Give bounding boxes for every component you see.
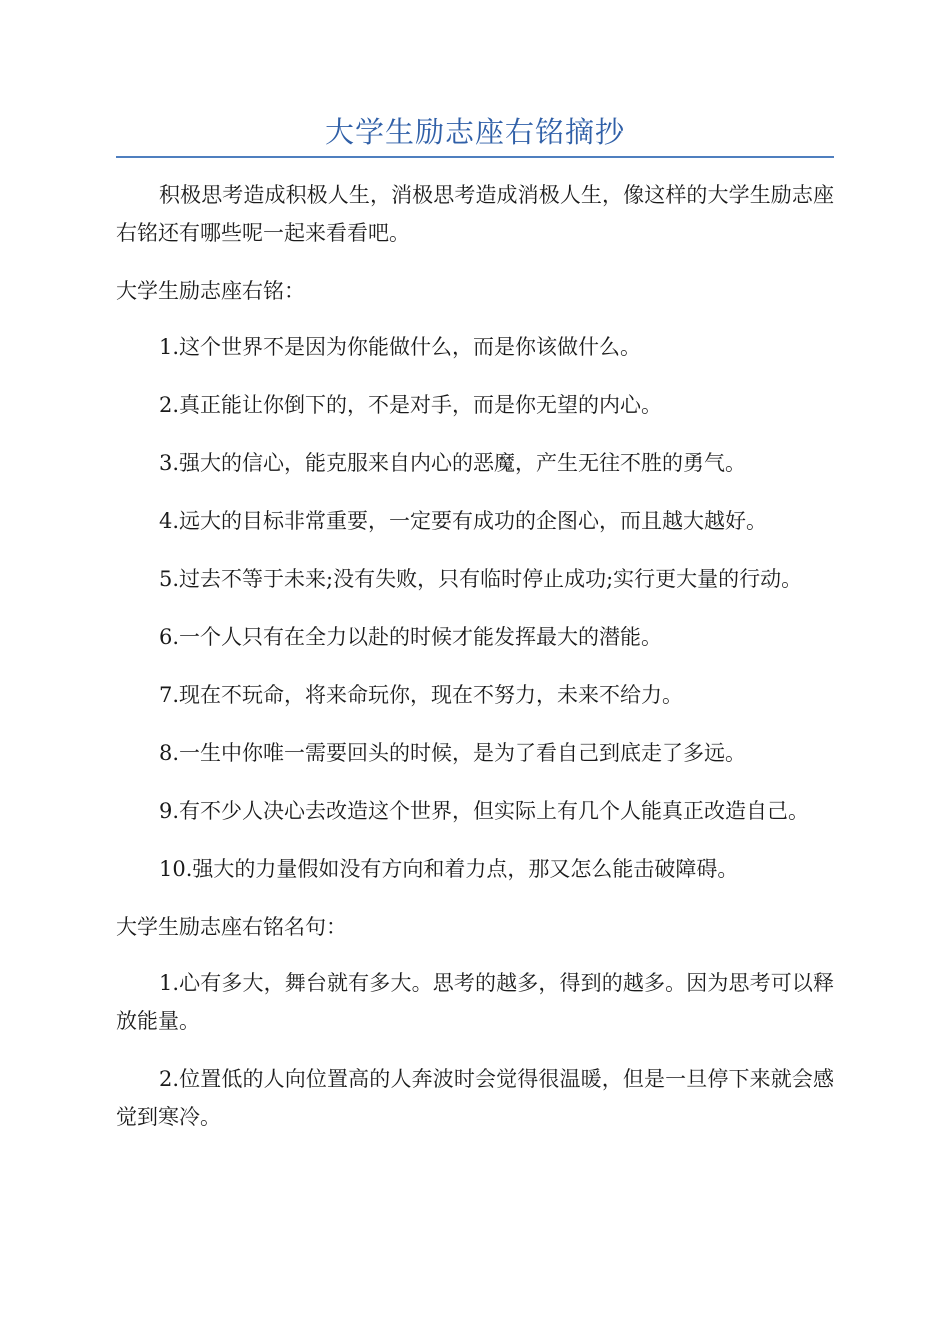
motto-item-8: 8.一生中你唯一需要回头的时候，是为了看自己到底走了多远。 <box>159 741 747 765</box>
motto-item-4: 4.远大的目标非常重要，一定要有成功的企图心，而且越大越好。 <box>159 509 768 533</box>
document-body <box>116 176 834 1156</box>
motto-item-1: 1.这个世界不是因为你能做什么，而是你该做什么。 <box>159 335 642 359</box>
motto-item-2: 2.真正能让你倒下的，不是对手，而是你无望的内心。 <box>159 393 663 417</box>
motto-item-10: 10.强大的力量假如没有方向和着力点，那又怎么能击破障碍。 <box>159 857 739 881</box>
motto-item-9: 9.有不少人决心去改造这个世界，但实际上有几个人能真正改造自己。 <box>159 799 810 823</box>
intro-paragraph: 积极思考造成积极人生，消极思考造成消极人生，像这样的大学生励志座右铭还有哪些呢一起来看看吧。 <box>116 183 834 245</box>
title-area <box>116 112 834 158</box>
motto-item-7: 7.现在不玩命，将来命玩你，现在不努力，未来不给力。 <box>159 683 684 707</box>
section-heading-mottos: 大学生励志座右铭： <box>116 279 305 303</box>
motto-item-5: 5.过去不等于未来;没有失败，只有临时停止成功;实行更大量的行动。 <box>159 567 803 591</box>
motto-item-3: 3.强大的信心，能克服来自内心的恶魔，产生无往不胜的勇气。 <box>159 451 747 475</box>
quote-item-2: 2.位置低的人向位置高的人奔波时会觉得很温暖，但是一旦停下来就会感觉到寒冷。 <box>116 1067 834 1129</box>
quote-item-1: 1.心有多大，舞台就有多大。思考的越多，得到的越多。因为思考可以释放能量。 <box>116 971 834 1033</box>
page-title: 大学生励志座右铭摘抄 <box>324 115 625 149</box>
motto-item-6: 6.一个人只有在全力以赴的时候才能发挥最大的潜能。 <box>159 625 663 649</box>
section-heading-famous-quotes: 大学生励志座右铭名句： <box>116 915 347 939</box>
